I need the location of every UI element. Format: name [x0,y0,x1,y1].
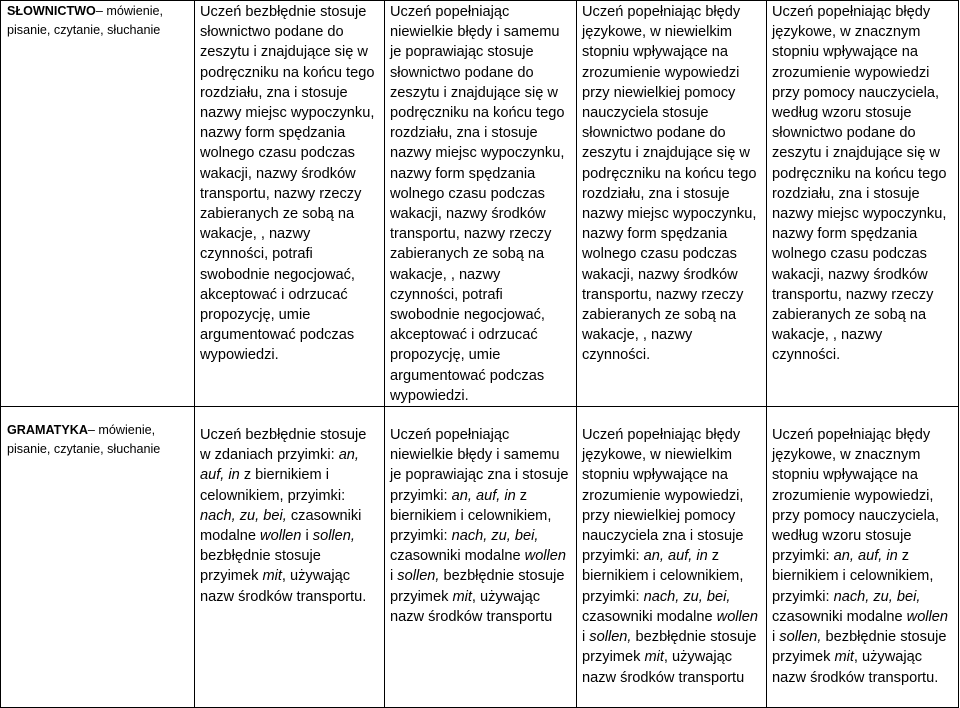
criteria-cell [767,1,959,407]
criteria-text: czasowniki modalne [582,588,735,625]
criteria-text: i [301,528,313,545]
criteria-text: , używając nazw środków transportu. [200,568,367,605]
vocabulary-row [1,1,959,407]
criteria-text: , używając nazw środków transportu [582,649,745,686]
criteria-text: bezbłędnie stosuje przyimek [772,629,951,666]
italic-term: mit [452,588,472,605]
italic-term: sollen, [779,629,822,646]
criteria-text: Uczeń popełniając błędy językowe, w znacznym stopniu wpływające na zrozumienie wypowiedzi, przy pomocy nauczyciela, według wzoru stosuje przyimki: [772,427,944,565]
category-title: SŁOWNICTWO [7,4,96,18]
italic-term: wollen [260,528,302,545]
italic-term: wollen [716,608,759,625]
criteria-cell [385,1,577,407]
italic-term: an, auf, in [200,447,364,484]
italic-term: sollen, [589,629,632,646]
criteria-text: Uczeń popełniając niewielkie błędy i samemu je poprawiając zna i stosuje przyimki: [390,427,573,504]
criteria-text: bezbłędnie stosuje przyimek [200,528,360,585]
criteria-cell [577,407,767,708]
criteria-text: , używając nazw środków transportu. [772,649,939,686]
italic-term: nach, zu, bei, [451,528,539,545]
italic-term: nach, zu, bei, [200,507,287,524]
italic-term: mit [834,649,854,666]
italic-term: wollen [906,608,949,625]
italic-term: an, auf, in [451,487,516,504]
grammar-row [1,407,959,708]
criteria-cell [385,407,577,708]
criteria-text: z biernikiem i celownikiem, przyimki: [582,548,748,605]
criteria-text: czasowniki modalne [772,588,925,625]
criteria-text: bezbłędnie stosuje przyimek [582,629,761,666]
criteria-text: z biernikiem i celownikiem, przyimki: [390,487,556,545]
italic-term: an, auf, in [833,548,898,565]
italic-term: sollen, [397,568,440,585]
category-cell-vocabulary [1,1,195,407]
criteria-text: czasowniki modalne [390,528,543,565]
italic-term: an, auf, in [643,548,708,565]
category-skills: – mówienie, pisanie, czytanie, słuchanie [7,4,164,37]
category-title: GRAMATYKA [7,423,88,438]
criteria-text: Uczeń bezbłędnie stosuje w zdaniach przyimki: [200,427,371,464]
category-skills: – mówienie, pisanie, czytanie, słuchanie [7,423,161,457]
italic-term: mit [644,649,664,666]
criteria-text: Uczeń bezbłędnie stosuje słownictwo podane do zeszytu i znajdujące się w podręczniku na końcu tego rozdziału, zna i stosuje nazwy miejsc wypoczynku, nazwy form spędzania wolnego czasu podczas wakacji, nazwy środków transportu, nazwy rzeczy zabieranych ze sobą na wakacje, , nazwy czynności, potrafi swobodnie negocjować, akceptować i odrzucać propozycję, umie argumentować podczas wypowiedzi. [200,4,379,364]
criteria-text: i [390,548,571,585]
criteria-cell [767,407,959,708]
criteria-text: i [582,608,763,646]
criteria-text: czasowniki modalne [200,507,366,545]
italic-term: nach, zu, bei, [833,588,921,605]
criteria-text: z biernikiem i celownikiem, przyimki: [772,548,938,605]
criteria-text: Uczeń popełniając błędy językowe, w niewielkim stopniu wpływające na zrozumienie wypowiedzi, przy niewielkiej pomocy nauczyciela zna i stosuje przyimki: [582,427,748,565]
italic-term: mit [262,568,282,585]
criteria-text: bezbłędnie stosuje przyimek [390,568,569,605]
criteria-text: , używając nazw środków transportu [390,588,553,625]
criteria-text: Uczeń popełniając błędy językowe, w znacznym stopniu wpływające na zrozumienie wypowiedzi przy pomocy nauczyciela, według wzoru stosuje słownictwo podane do zeszytu i znajdujące się w podręczniku na końcu tego rozdziału, zna i stosuje nazwy miejsc wypoczynku, nazwy form spędzania wolnego czasu podczas wakacji, nazwy środków transportu, nazwy rzeczy zabieranych ze sobą na wakacje, , nazwy czynności. [772,4,951,364]
category-cell-grammar [1,407,195,708]
italic-term: wollen [524,548,567,565]
criteria-cell [195,1,385,407]
criteria-text: z biernikiem i celownikiem, przyimki: [200,467,350,504]
italic-term: sollen, [312,528,355,545]
criteria-cell [577,1,767,407]
criteria-text: Uczeń popełniając niewielkie błędy i samemu je poprawiając stosuje słownictwo podane do zeszytu i znajdujące się w podręczniku na końcu tego rozdziału, zna i stosuje nazwy miejsc wypoczynku, nazwy form spędzania wolnego czasu podczas wakacji, nazwy środków transportu, nazwy rzeczy zabieranych ze sobą na wakacje, , nazwy czynności, potrafi swobodnie negocjować, akceptować i odrzucać propozycję, umie argumentować podczas wypowiedzi. [390,4,569,404]
criteria-text: i [772,608,953,646]
criteria-text: Uczeń popełniając błędy językowe, w niewielkim stopniu wpływające na zrozumienie wypowiedzi przy niewielkiej pomocy nauczyciela stosuje słownictwo podane do zeszytu i znajdujące się w podręczniku na końcu tego rozdziału, zna i stosuje nazwy miejsc wypoczynku, nazwy form spędzania wolnego czasu podczas wakacji, nazwy środków transportu, nazwy rzeczy zabieranych ze sobą na wakacje, , nazwy czynności. [582,4,761,364]
italic-term: nach, zu, bei, [643,588,731,605]
criteria-cell [195,407,385,708]
